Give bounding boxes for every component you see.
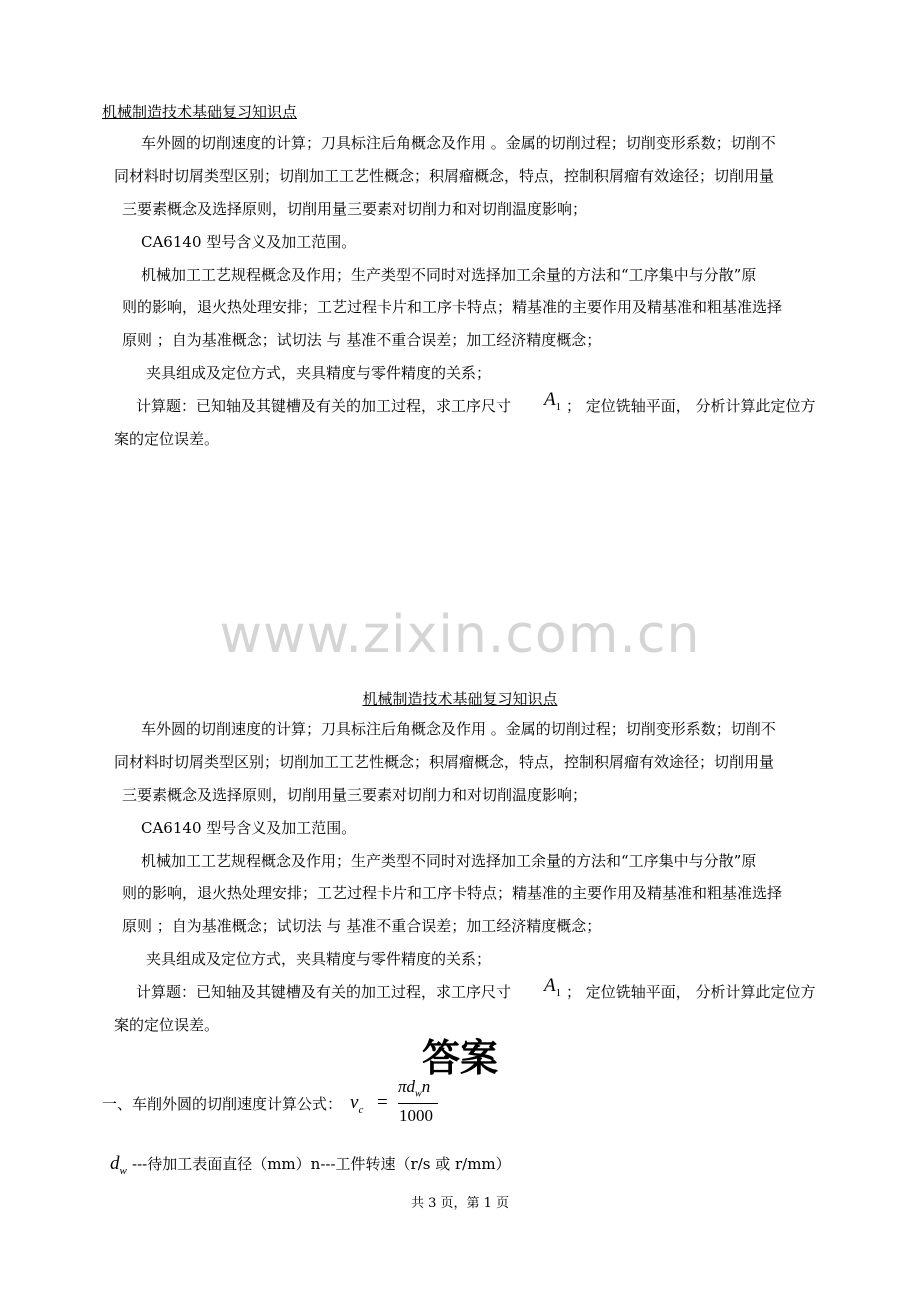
section-2-line-5: 机械加工工艺规程概念及作用；生产类型不同时对选择加工余量的方法和“工序集中与分散”原 <box>141 852 757 870</box>
section-1-line-3: 三要素概念及选择原则，切削用量三要素对切削力和对切削温度影响； <box>122 200 588 218</box>
formula-equals: = <box>377 1092 388 1113</box>
formula-fraction <box>398 1077 440 1127</box>
section-2-line-9b: ； 定位铣轴平面， 分析计算此定位方 <box>566 983 816 1001</box>
section-2-line-10: 案的定位误差。 <box>114 1016 220 1034</box>
section-1-line-10: 案的定位误差。 <box>114 430 220 448</box>
section-1-line-8: 夹具组成及定位方式，夹具精度与零件精度的关系； <box>146 364 492 382</box>
section-2-line-1: 车外圆的切削速度的计算；刀具标注后角概念及作用 。金属的切削过程；切削变形系数；切削不 <box>141 720 776 738</box>
section-2-line-2: 同材料时切屑类型区别；切削加工工艺性概念；积屑瘤概念，特点，控制积屑瘤有效途径；切削用量 <box>114 753 775 771</box>
formula-denominator: 1000 <box>399 1106 433 1125</box>
formula-prefix: 一、车削外圆的切削速度计算公式： <box>102 1095 343 1113</box>
section-1-line-4: CA6140 型号含义及加工范围。 <box>141 233 357 251</box>
fraction-bar <box>398 1103 438 1104</box>
page-footer: 共 3 页，第 1 页 <box>410 1196 510 1211</box>
section-1-line-5: 机械加工工艺规程概念及作用；生产类型不同时对选择加工余量的方法和“工序集中与分散”原 <box>141 266 757 284</box>
dimension-symbol: $A_1$ <box>544 975 562 999</box>
section-1-title: 机械制造技术基础复习知识点 <box>102 103 298 121</box>
section-2-line-9a: 计算题：已知轴及其键槽及有关的加工过程，求工序尺寸 <box>136 983 512 1001</box>
watermark: www.zixin.com.cn <box>219 605 701 665</box>
answer-heading: 答案 <box>421 1036 498 1080</box>
section-2-line-7: 原则 ；自为基准概念；试切法 与 基准不重合误差；加工经济精度概念； <box>122 917 602 935</box>
formula-numerator: $\pi d_wn$ <box>398 1077 431 1100</box>
section-2-line-4: CA6140 型号含义及加工范围。 <box>141 819 357 837</box>
formula-lhs: $v_c$ <box>350 1092 364 1116</box>
dimension-symbol: $A_1$ <box>544 389 562 413</box>
section-2-title: 机械制造技术基础复习知识点 <box>362 690 558 708</box>
section-1-line-1: 车外圆的切削速度的计算；刀具标注后角概念及作用 。金属的切削过程；切削变形系数；切削不 <box>141 134 776 152</box>
section-1-line-6: 则的影响，退火热处理安排；工艺过程卡片和工序卡特点；精基准的主要作用及精基准和粗基准选择 <box>122 298 783 316</box>
definition-text: ---待加工表面直径（mm）n---工件转速（r/s 或 r/mm） <box>132 1155 511 1173</box>
section-1-line-9a: 计算题：已知轴及其键槽及有关的加工过程，求工序尺寸 <box>136 397 512 415</box>
section-1-line-7: 原则 ；自为基准概念；试切法 与 基准不重合误差；加工经济精度概念； <box>122 331 602 349</box>
section-2-line-6: 则的影响，退火热处理安排；工艺过程卡片和工序卡特点；精基准的主要作用及精基准和粗基准选择 <box>122 884 783 902</box>
definition-symbol: $d_w$ <box>110 1153 127 1177</box>
section-2-line-3: 三要素概念及选择原则，切削用量三要素对切削力和对切削温度影响； <box>122 786 588 804</box>
section-1-line-2: 同材料时切屑类型区别；切削加工工艺性概念；积屑瘤概念，特点，控制积屑瘤有效途径；切削用量 <box>114 167 775 185</box>
section-2-line-8: 夹具组成及定位方式，夹具精度与零件精度的关系； <box>146 950 492 968</box>
section-1-line-9b: ； 定位铣轴平面， 分析计算此定位方 <box>566 397 816 415</box>
